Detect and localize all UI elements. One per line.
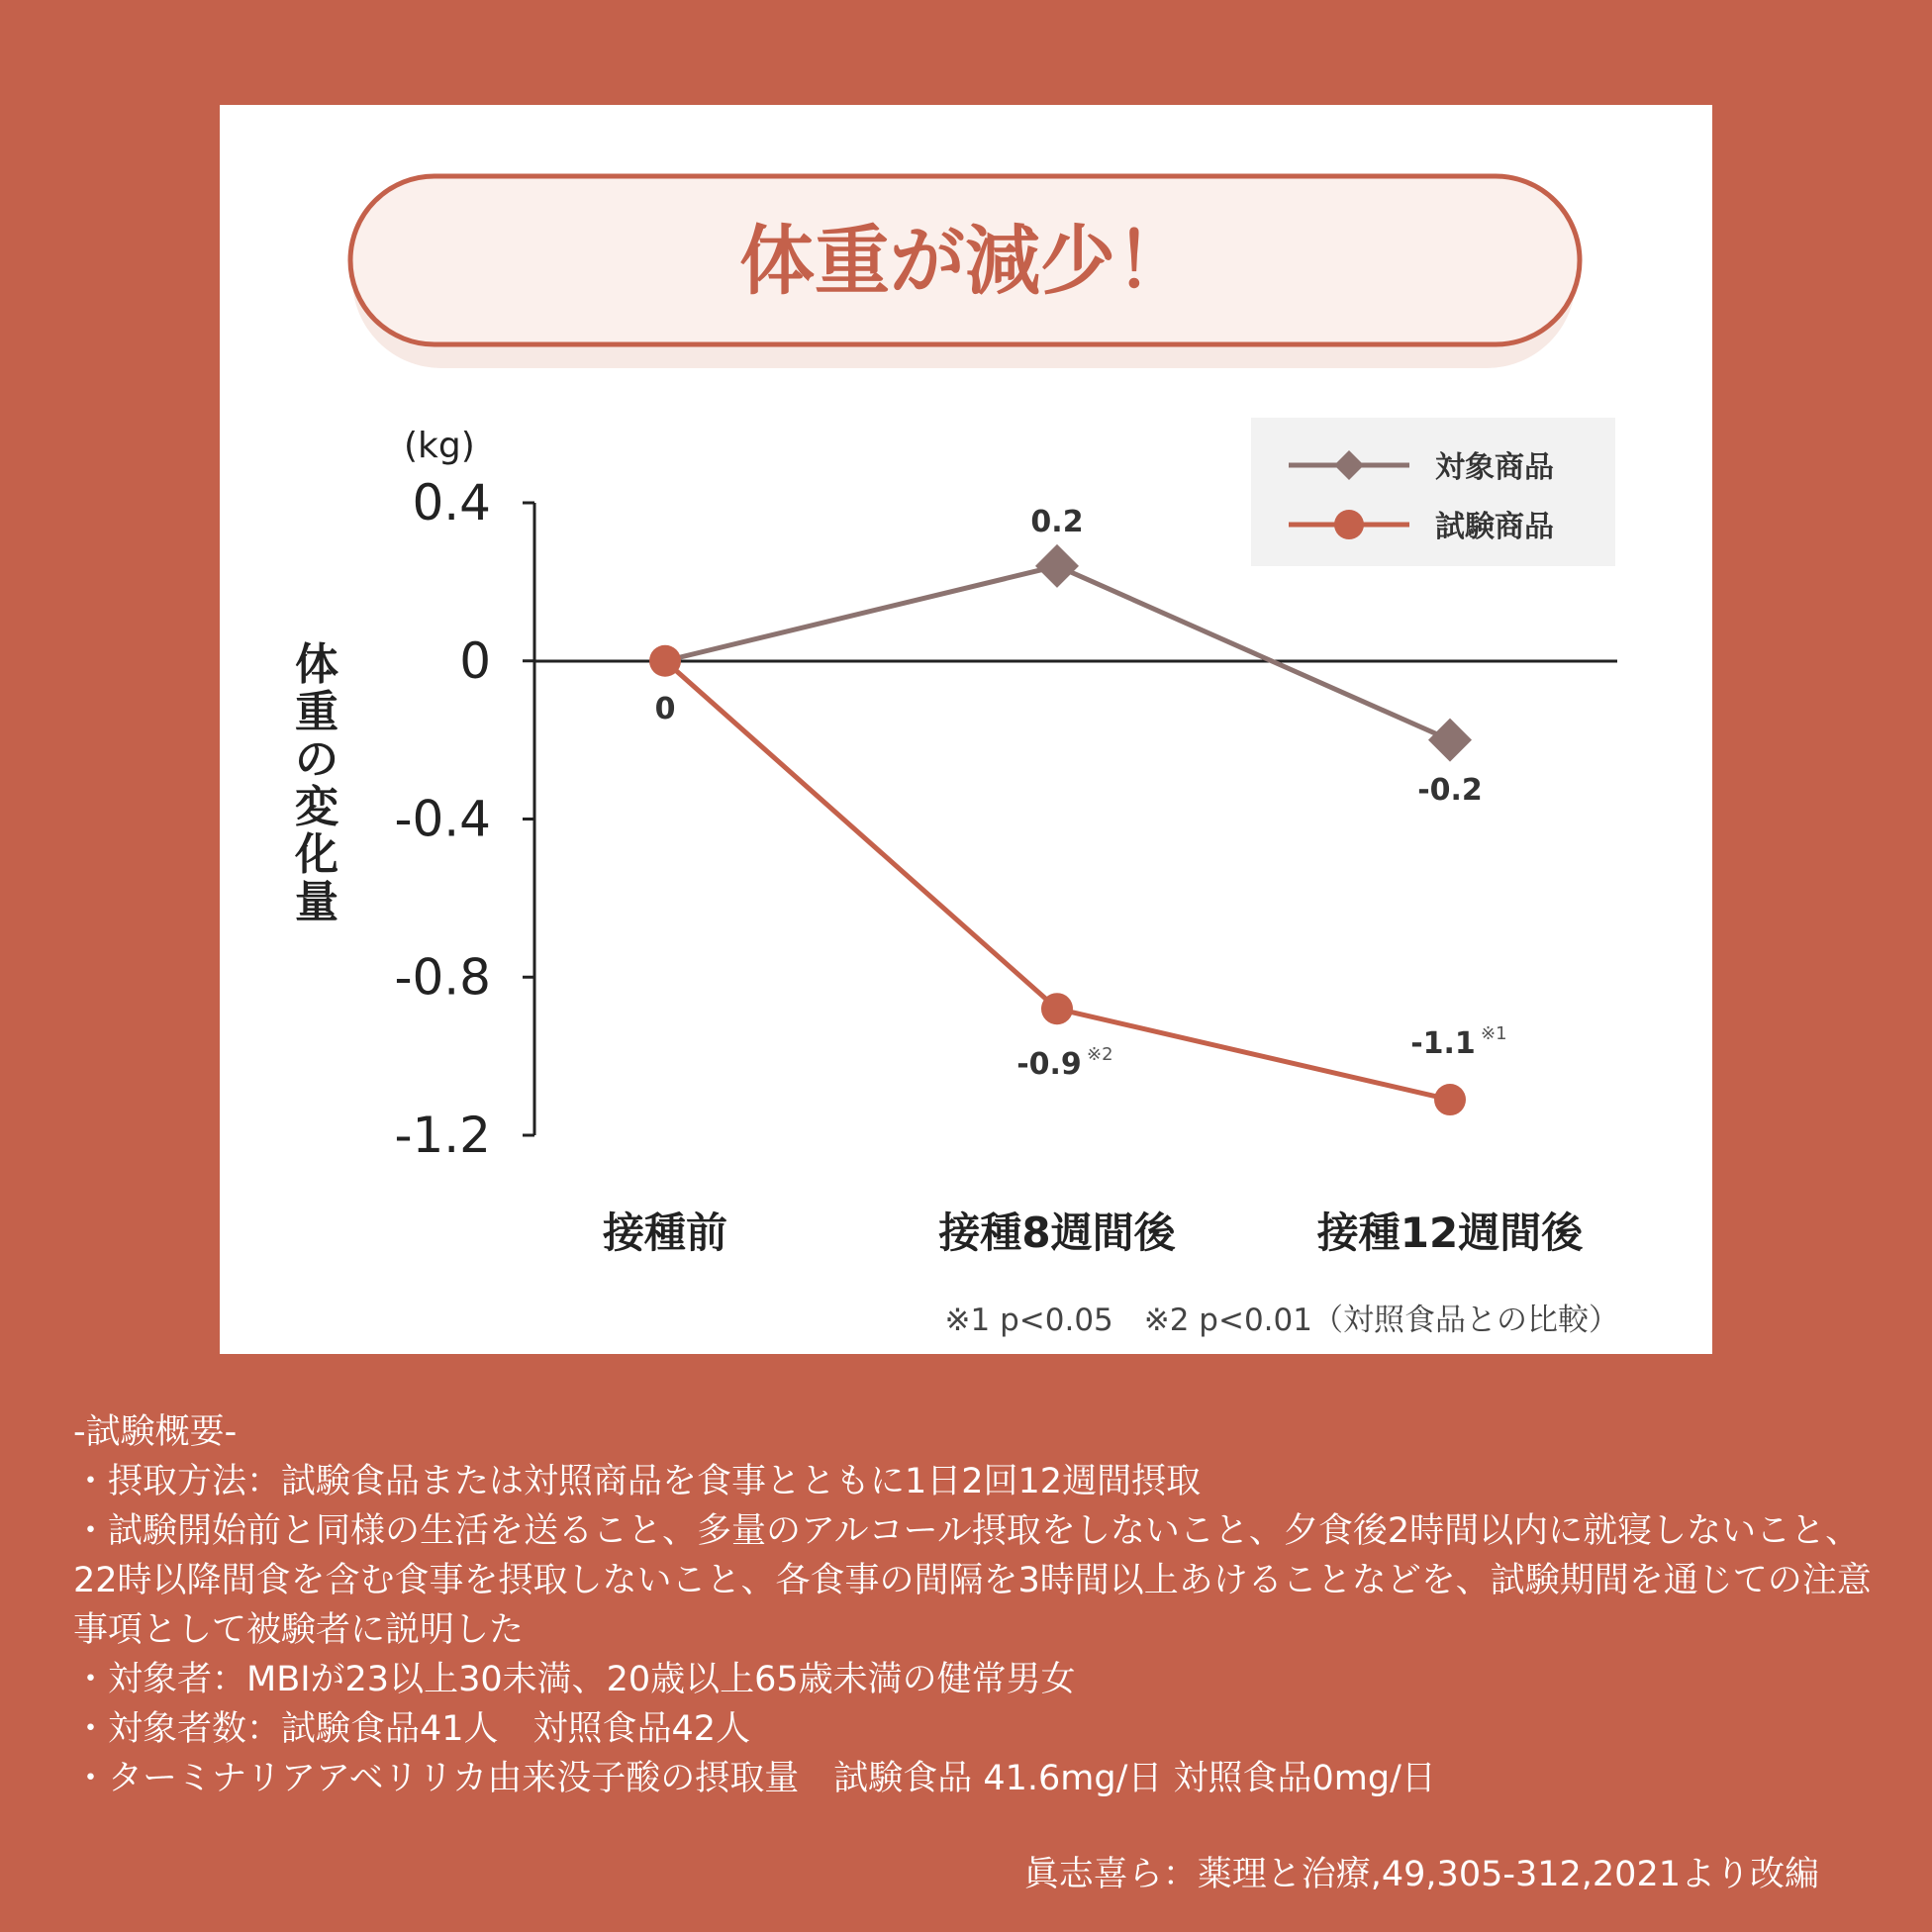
data-label: -0.2 xyxy=(1417,773,1483,808)
footnote: ※1 p<0.05 ※2 p<0.01（対照食品との比較） xyxy=(944,1303,1619,1338)
y-unit-label: (kg) xyxy=(404,426,475,466)
y-tick-label: 0 xyxy=(459,631,491,690)
data-label: 0 xyxy=(654,692,676,726)
data-label: -0.9 xyxy=(1016,1047,1082,1082)
y-tick-label: -0.4 xyxy=(394,790,491,848)
citation: 眞志喜ら：薬理と治療,49,305-312,2021より改編 xyxy=(1023,1855,1819,1894)
data-point xyxy=(1428,719,1472,762)
significance-mark: ※2 xyxy=(1087,1044,1113,1065)
chart-title: 体重が減少！ xyxy=(739,217,1191,305)
x-category-label: 接種12週間後 xyxy=(1316,1208,1584,1257)
legend-box xyxy=(1251,418,1615,566)
data-point xyxy=(1434,1084,1466,1115)
notes-item-subjects: ・対象者：MBIが23以上30未満、20歳以上65歳未満の健常男女 xyxy=(73,1660,1076,1699)
y-axis-label xyxy=(294,639,338,927)
data-label: 0.2 xyxy=(1030,505,1084,539)
significance-mark: ※1 xyxy=(1481,1023,1507,1044)
legend-test-marker xyxy=(1334,510,1364,539)
data-point xyxy=(1041,993,1073,1024)
y-tick-label: -1.2 xyxy=(394,1107,491,1164)
notes-item-method: ・摂取方法：試験食品または対照商品を食事とともに1日2回12週間摂取 xyxy=(73,1462,1202,1501)
study-notes xyxy=(73,1407,1875,1803)
series-layer xyxy=(649,505,1507,1115)
y-axis-label-char: 化 xyxy=(295,829,338,880)
legend-test-label: 試験商品 xyxy=(1435,510,1554,544)
notes-heading: -試験概要- xyxy=(73,1412,238,1452)
y-ticks xyxy=(394,474,534,1164)
data-point xyxy=(1035,544,1079,588)
data-label: -1.1 xyxy=(1410,1026,1476,1061)
data-point xyxy=(649,645,681,677)
y-axis-label-char: 量 xyxy=(295,877,338,927)
notes-item-intake: ・ターミナリアアベリリカ由来没子酸の摂取量 試験食品 41.6mg/日 対照食品0mg/日 xyxy=(73,1759,1436,1798)
y-tick-label: 0.4 xyxy=(412,474,491,531)
series-line xyxy=(665,661,1450,1100)
y-tick-label: -0.8 xyxy=(394,948,491,1007)
x-categories xyxy=(603,1208,1584,1257)
notes-item-subject-count: ・対象者数：試験食品41人 対照食品42人 xyxy=(73,1709,751,1749)
x-category-label: 接種8週間後 xyxy=(938,1208,1176,1257)
notes-item-conditions: ・試験開始前と同様の生活を送ること、多量のアルコール摂取をしないこと、夕食後2時間以内に就寝しないこと、22時以降間食を含む食事を摂取しないこと、各食事の間隔を3時間以上あけることなどを、試験期間を通じての注意事項として被験者に説明した xyxy=(73,1511,1872,1650)
y-axis-label-char: 重 xyxy=(295,687,338,737)
y-axis-label-char: の xyxy=(295,734,338,785)
x-category-label: 接種前 xyxy=(602,1208,728,1257)
legend-control-label: 対象商品 xyxy=(1435,450,1554,485)
series-line xyxy=(665,566,1450,740)
y-axis-label-char: 変 xyxy=(295,782,338,832)
y-axis-label-char: 体 xyxy=(295,639,338,690)
